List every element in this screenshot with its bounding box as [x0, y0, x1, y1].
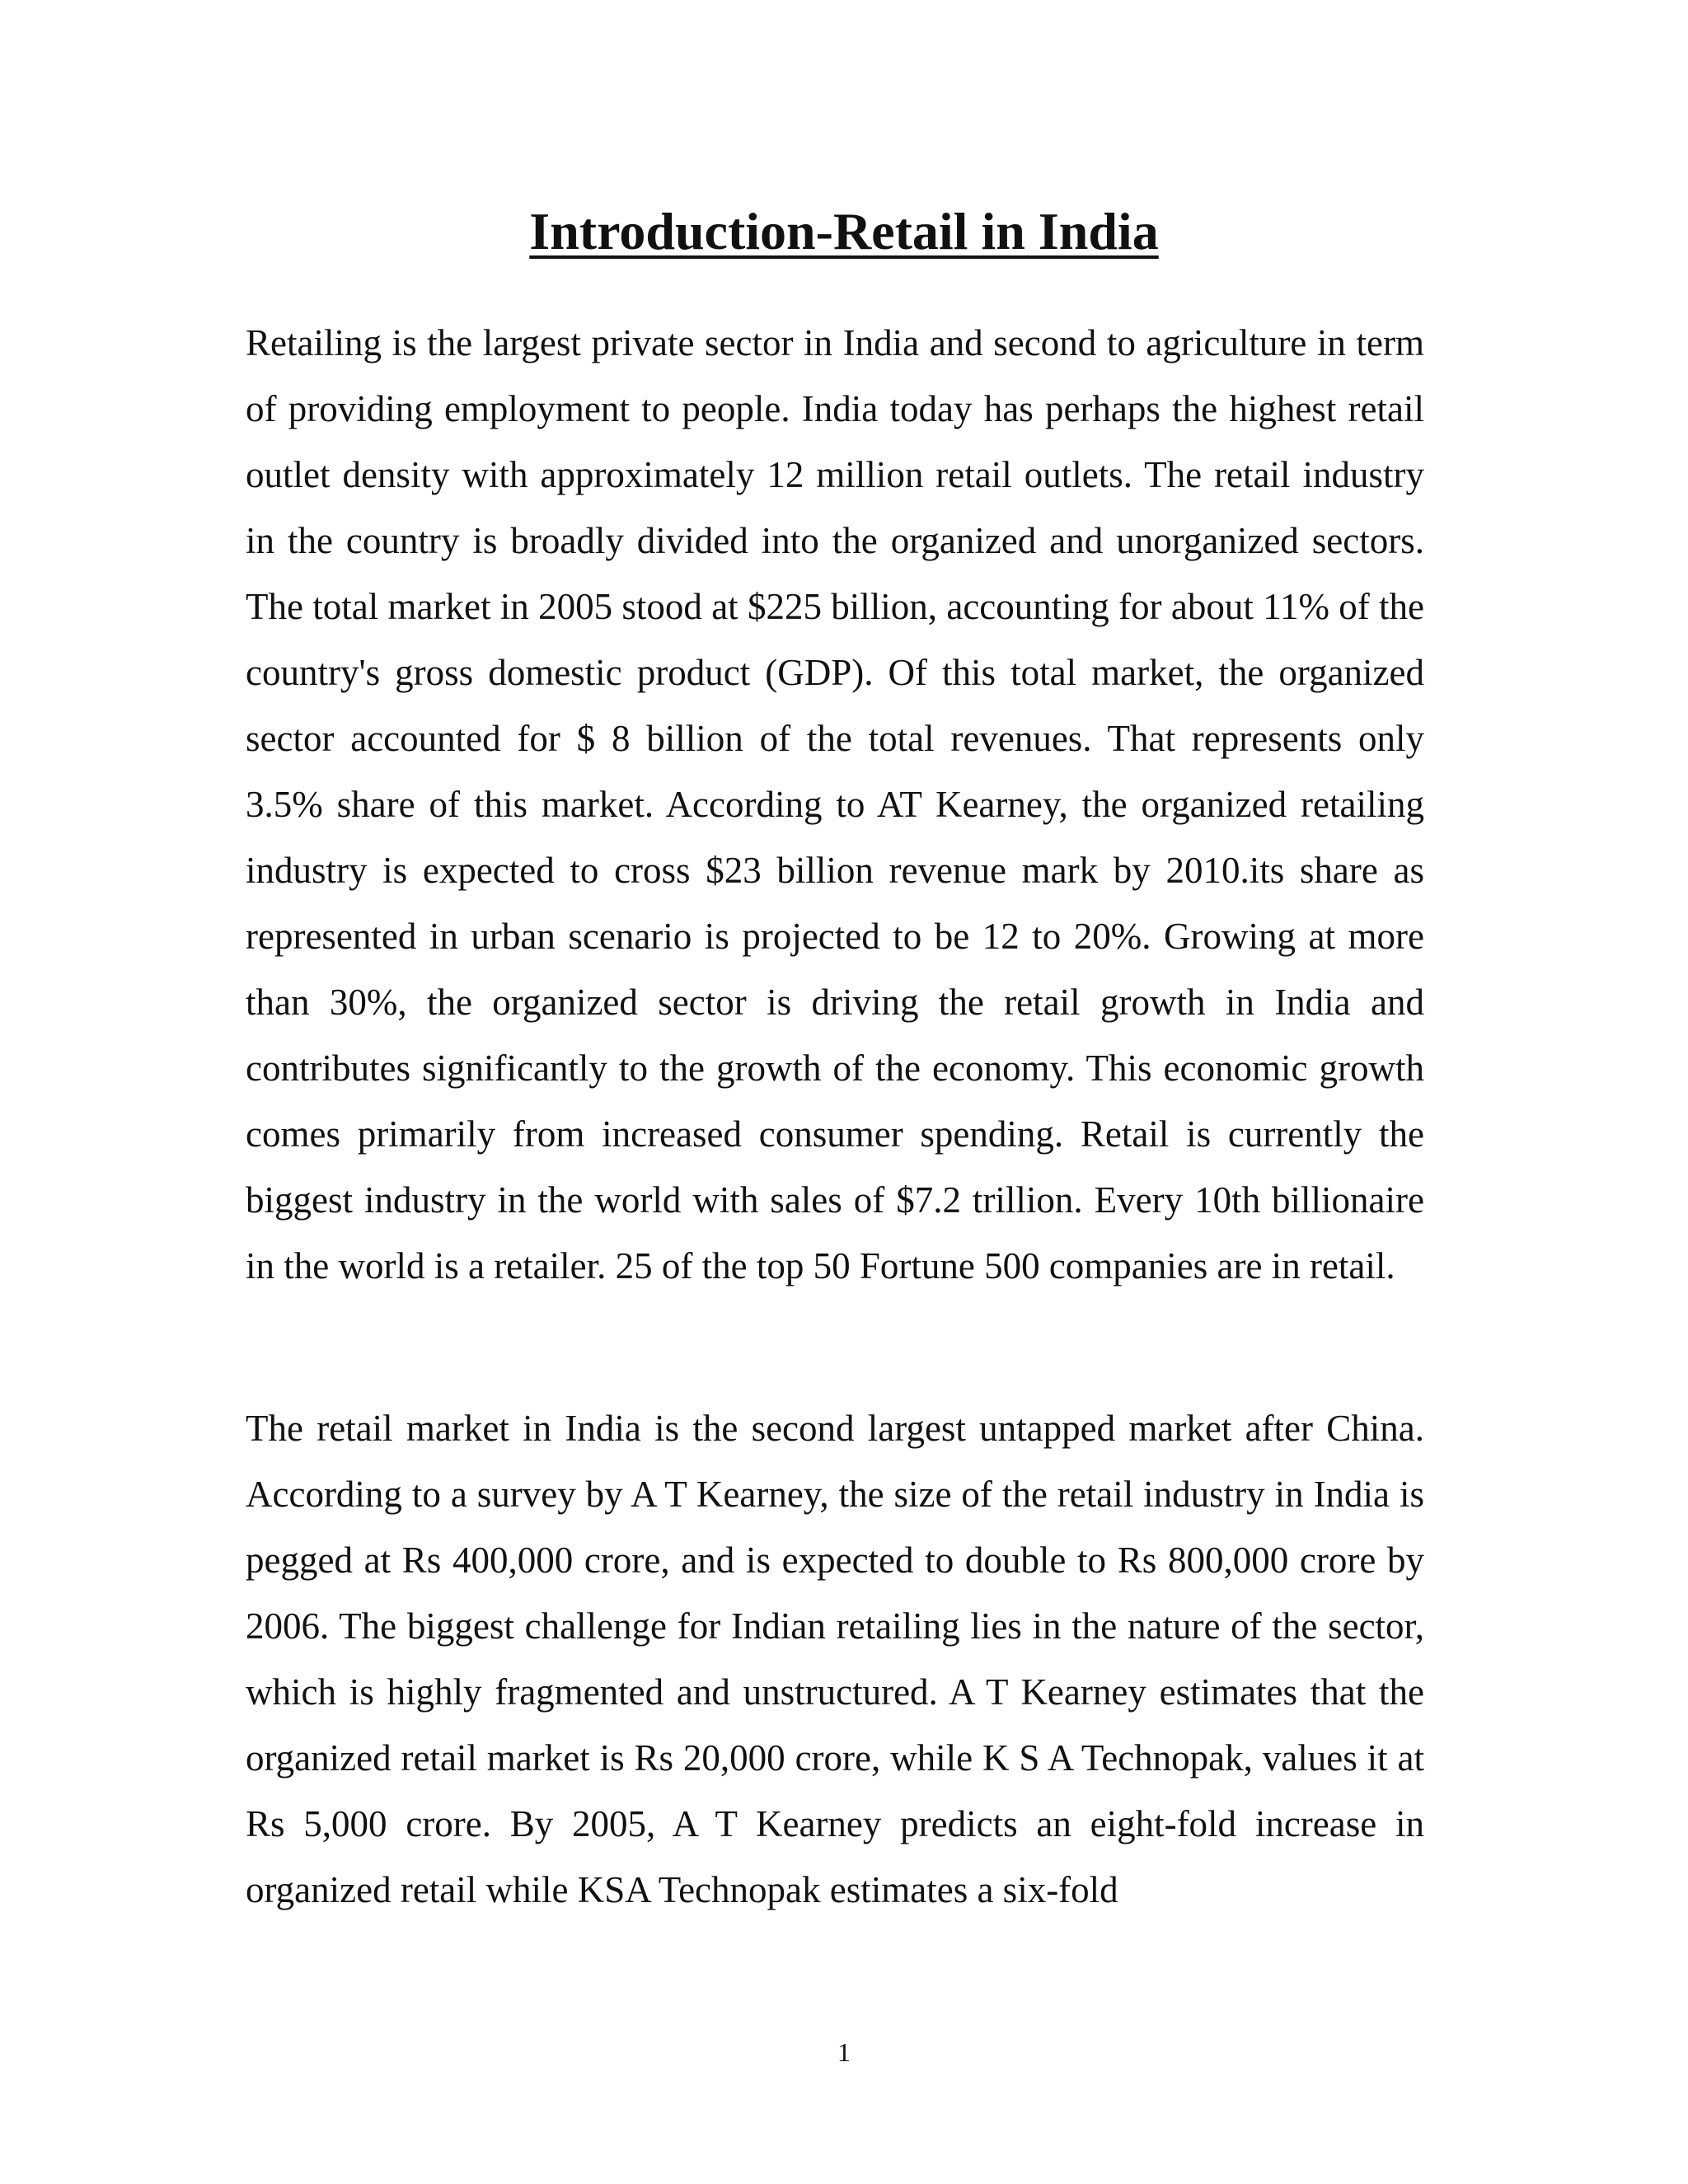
page-title: Introduction-Retail in India	[529, 202, 1159, 260]
page-number: 1	[837, 2037, 851, 2067]
body-paragraph-2: The retail market in India is the second largest untapped market after China. According to a survey by A T Kearney, the size of the retail industry in India is pegged at Rs 400,000 crore, and is expected to double to Rs 800,000 crore by 2006. The biggest challenge for Indian retailing lies in the nature of the sector, which is highly fragmented and unstructured. A T Kearney estimates that the organized retail market is Rs 20,000 crore, while K S A Technopak, values it at Rs 5,000 crore. By 2005, A T Kearney predicts an eight-fold increase in organized retail while KSA Technopak estimates a six-fold	[246, 1408, 1424, 1910]
body-paragraph-1: Retailing is the largest private sector in India and second to agriculture in term of providing employment to people. India today has perhaps the highest retail outlet density with approximately 12 million retail outlets. The retail industry in the country is broadly divided into the organized and unorganized sectors. The total market in 2005 stood at $225 billion, accounting for about 11% of the country's gross domestic product (GDP). Of this total market, the organized sector accounted for $ 8 billion of the total revenues. That represents only 3.5% share of this market. According to AT Kearney, the organized retailing industry is expected to cross $23 billion revenue mark by 2010.its share as represented in urban scenario is projected to be 12 to 20%. Growing at more than 30%, the organized sector is driving the retail growth in India and contributes significantly to the growth of the economy. This economic growth comes primarily from increased consumer spending. Retail is currently the biggest industry in the world with sales of $7.2 trillion. Every 10th billionaire in the world is a retailer. 25 of the top 50 Fortune 500 companies are in retail.	[246, 322, 1424, 1286]
